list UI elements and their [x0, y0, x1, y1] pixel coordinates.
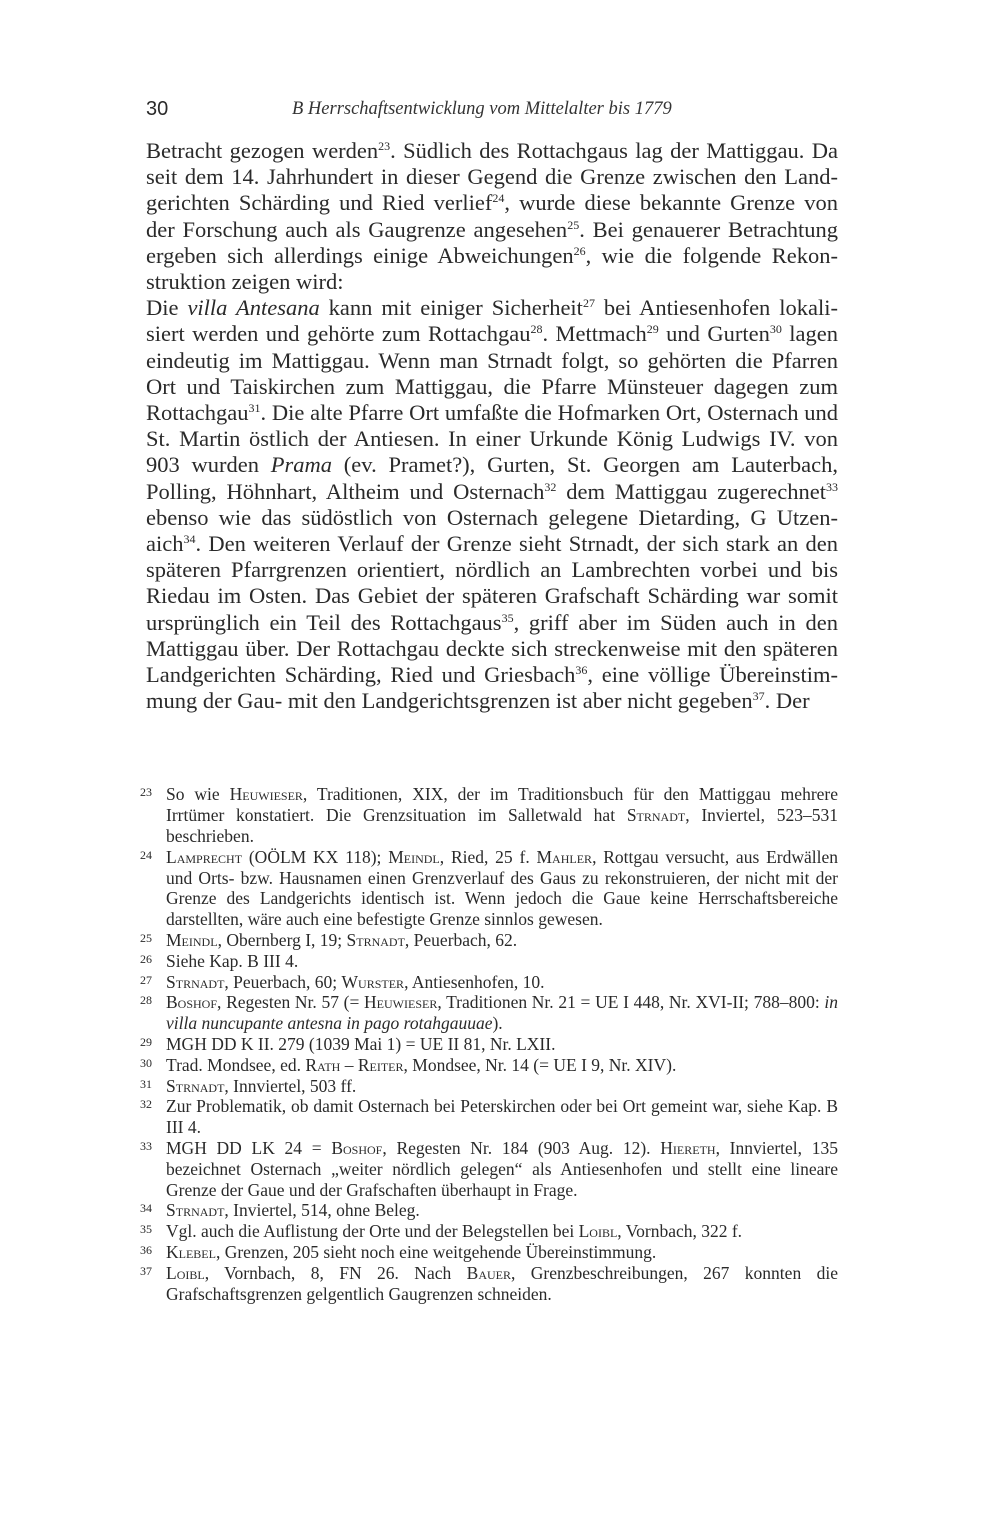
- running-head: [146, 98, 838, 138]
- footnote-number: 23: [140, 785, 152, 800]
- footnote: 26 Siehe Kap. B III 4.: [140, 950, 299, 971]
- footnote-number: 32: [140, 1097, 152, 1112]
- footnote-number: 25: [140, 931, 152, 946]
- footnote-number: 27: [140, 972, 152, 987]
- footnote-number: 36: [140, 1243, 152, 1257]
- footnote: 36 Klebel, Grenzen, 205 sieht noch eine weitgehende Übereinstimmung.: [140, 1242, 657, 1262]
- footnote: 25 Meindl, Obernberg I, 19; Strnadt, Peuerbach, 62.: [140, 930, 518, 951]
- footnote-ref: 34: [183, 532, 196, 547]
- footnote: 27 Strnadt, Peuerbach, 60; Wurster, Antiesenhofen, 10.: [140, 971, 545, 992]
- footnote-number: 31: [140, 1076, 152, 1091]
- footnote-ref: 25: [567, 217, 580, 232]
- footnote-number: 29: [140, 1035, 152, 1050]
- footnote-ref: 32: [544, 479, 557, 494]
- footnote-ref: 24: [492, 191, 505, 206]
- footnote-number: 35: [140, 1222, 152, 1237]
- footnote-ref: 35: [501, 610, 514, 625]
- footnote-number: 34: [140, 1201, 152, 1216]
- footnote-number: 33: [140, 1139, 152, 1154]
- running-title: B Herrschaftsentwicklung vom Mittelalter bis 1779: [292, 99, 672, 119]
- footnote-ref: 36: [575, 663, 588, 678]
- footnote: 32 Zur Problematik, ob damit Osternach bei Peterskirchen oder bei Ort gemeint war, siehe Kap. B III 4.: [140, 1096, 838, 1138]
- footnote-number: 30: [140, 1055, 152, 1070]
- footnote-ref: 33: [826, 479, 838, 494]
- footnote-number: 26: [140, 951, 152, 966]
- footnote-ref: 30: [769, 322, 782, 337]
- footnote: 33 MGH DD LK 24 = Boshof, Regesten Nr. 184 (903 Aug. 12). Hiereth, Innviertel, 135 bezeichnet Osternach „weiter nördlich gelegen“ als Antiesenhofen und stellt eine lineare Grenze der Gaue und der Grafschaften überhaupt in Frage.: [140, 1138, 838, 1200]
- footnote-ref: 31: [248, 401, 261, 416]
- footnotes: [140, 784, 839, 1304]
- footnote: 35 Vgl. auch die Auflistung der Orte und der Belegstellen bei Loibl, Vornbach, 322 f.: [140, 1221, 743, 1242]
- footnote-number: 37: [140, 1263, 152, 1278]
- footnote: 30 Trad. Mondsee, ed. Rath – Reiter, Mondsee, Nr. 14 (= UE I 9, Nr. XIV).: [140, 1054, 677, 1075]
- footnote: 24 Lamprecht (OÖLM KX 118); Meindl, Ried, 25 f. Mahler, Rottgau versucht, aus Erdwällen und Orts- bzw. Hausnamen einen Grenzverlauf des Gaus zu rekonstruieren, der nicht mit der Grenze des Landgerichts identisch ist. Wenn jedoch die Gaue keine Herrschaftsbereiche darstellten, wäre auch eine befestigte Grenze sinnlos gewesen.: [140, 846, 838, 930]
- book-page: [140, 98, 839, 1304]
- footnote: 29 MGH DD K II. 279 (1039 Mai 1) = UE II 81, Nr. LXII.: [140, 1034, 556, 1055]
- paragraph: Die villa Antesana kann mit einiger Sicherheit$^{27}$ bei Antiesenhofen lokalisiert werden und gehörte zum Rottachgau$^{28}$. Mettmach$^{29}$ und Gurten$^{30}$ lagen eindeutig im Mattiggau. Wenn man Strnadt folgt, so gehörten die Pfarren Ort und Taiskirchen zum Mattiggau, die Pfarre Münsteuer dagegen zum Rottachgau$^{31}$. Die alte Pfarre Ort umfaßte die Hofmarken Ort, Osternach und St. Martin östlich der Antiesen. In einer Urkunde König Ludwigs IV. von 903 wurden Prama (ev. Pramet?), Gurten, St. Georgen am Lauterbach, Polling, Höhnhart, Altheim und Osternach$^{32}$ dem Mattiggau zugerechnet$^{33}$ ebenso wie das südöstlich von Osternach gelegene Dietarding, G Utzenaich$^{34}$. Den weiteren Verlauf der Grenze sieht Strnadt, der sich stark an den späteren Pfarrgrenzen orientiert, nördlich an Lambrechten vorbei und bis Riedau im Osten. Das Gebiet der späteren Grafschaft Schärding war somit ursprünglich ein Teil des Rottachgaus$^{35}$, griff aber im Süden auch in den Mattiggau über. Der Rottachgau deckte sich streckenweise mit den späteren Landgerichten Schärding, Ried und Griesbach$^{36}$, eine völlige Übereinstimmung der Gau- mit den Landgerichtsgrenzen ist aber nicht gegeben$^{37}$. Der: [146, 295, 839, 714]
- footnote: 37 Loibl, Vornbach, 8, FN 26. Nach Bauer, Grenzbeschreibungen, 267 konnten die Grafschaftsgrenzen gelgentlich Gaugrenzen schneiden.: [140, 1262, 838, 1304]
- footnote-ref: 23: [378, 139, 391, 153]
- footnote-number: 24: [140, 847, 152, 862]
- paragraph: Betracht gezogen werden$^{23}$. Südlich des Rottachgaus lag der Mattiggau. Da seit dem 14. Jahrhundert in dieser Gegend die Grenze zwischen den Landgerichten Schärding und Ried verlief$^{24}$, wurde diese bekannte Grenze von der Forschung auch als Gaugrenze angesehen$^{25}$. Bei genauerer Betrachtung ergeben sich allerdings einige Abweichungen$^{26}$, wie die folgende Rekonstruktion zeigen wird:: [146, 138, 839, 295]
- main-text: [146, 138, 838, 714]
- footnote-ref: 29: [646, 322, 659, 337]
- footnote-ref: 27: [582, 296, 595, 311]
- page-number: 30: [146, 98, 169, 120]
- footnote-ref: 26: [573, 243, 586, 258]
- footnote: 23 So wie Heuwieser, Traditionen, XIX, der im Traditionsbuch für den Mattiggau mehrere Irrtümer konstatiert. Die Grenzsituation im Salletwald hat Strnadt, Inviertel, 523–531 beschrieben.: [140, 784, 839, 847]
- footnote-number: 28: [140, 993, 152, 1008]
- footnote: 34 Strnadt, Inviertel, 514, ohne Beleg.: [140, 1200, 420, 1221]
- footnote: 31 Strnadt, Innviertel, 503 ff.: [140, 1075, 357, 1096]
- footnote-ref: 37: [752, 689, 765, 704]
- footnote: 28 Boshof, Regesten Nr. 57 (= Heuwieser, Traditionen Nr. 21 = UE I 448, Nr. XVI-II; 788–800: in villa nuncupante antesna in pago rotahgauuae).: [140, 992, 839, 1034]
- footnote-ref: 28: [530, 322, 543, 337]
